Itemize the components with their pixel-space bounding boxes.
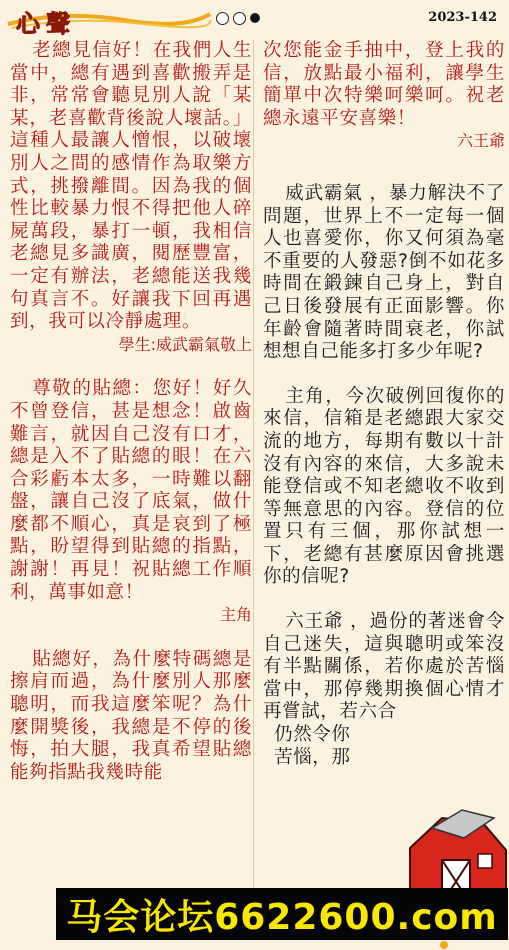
column-logo [4, 2, 214, 38]
page-header [0, 0, 509, 36]
reply-paragraph: 苦惱，那 [274, 746, 351, 768]
site-banner[interactable] [56, 888, 508, 940]
letter-paragraph: 貼總好，為什麼特碼總是擦肩而過，為什麼別人那麼聰明，而我這麼笨呢？為什麼開獎後，我總是不停的後悔，拍大腿，我真希望貼總能夠指點我幾時能 [10, 648, 252, 783]
flower-icon [434, 940, 454, 950]
letter-signature: 學生:威武霸氣敬上 [118, 334, 252, 354]
reply-paragraph: 仍然令你 [274, 724, 351, 746]
dot-icon [216, 12, 229, 25]
dot-icon [233, 12, 246, 25]
page-dots [216, 10, 260, 26]
dot-filled-icon [250, 13, 260, 23]
bottom-strip [0, 940, 509, 950]
letter-signature: 六王爺 [456, 131, 505, 151]
left-column [10, 40, 252, 784]
letter-signature: 主角 [219, 605, 252, 625]
right-column [263, 40, 505, 769]
banner-text[interactable]: 马会论坛6622600.com [66, 896, 498, 938]
reply-paragraph: 主角，今次破例回復你的來信，信箱是老總跟大家交流的地方，每期有數以十計沒有內容的來信，大多說未能登信或不知老總收不收到等無意思的內容。登信的位置只有三個，那你試想一下，老總有甚麼原因會挑選你的信呢? [263, 385, 505, 588]
issue-number: 2023-142 [428, 10, 497, 25]
logo-text: 心聲 [16, 9, 76, 38]
letter-paragraph: 老總見信好！在我們人生當中，總有遇到喜歡搬弄是非，常常會聽見別人說「某某，老喜歡背後說人壞話。」這種人最讓人憎恨，以破壞別人之間的感情作為取樂方式，挑撥離間。因為我的個性比較暴力恨不得把他人碎屍萬段，暴打一頓，我相信老總見多識廣，閱歷豐富，一定有辦法，老總能送我幾句真言不。好讓我下回再遇到，我可以冷靜處理。 [10, 40, 252, 333]
letter-paragraph: 次您能金手抽中，登上我的信，放點最小福利，讓學生簡單中次特樂呵樂呵。祝老總永遠平安喜樂！ [263, 40, 505, 129]
letter-paragraph: 尊敬的貼總：您好！好久不曾登信，甚是想念！啟齒難言，就因自己沒有口才，總是入不了貼總的眼！在六合彩虧本太多，一時難以翻盤，讓自己沒了底氣，做什麼都不順心，真是哀到了極點，盼望得到貼總的指點，謝謝！再見！祝貼總工作順利，萬事如意！ [10, 378, 252, 603]
reply-paragraph: 六王爺 ，過份的著迷會令自己迷失，這與聰明或笨沒有半點關係，若你處於苦惱當中，那停幾期換個心情才再嘗試，若六合 [263, 611, 505, 723]
column-divider [253, 40, 254, 890]
reply-paragraph: 威武霸氣 ，暴力解決不了問題，世界上不一定每一個人也喜愛你，你又何須為毫不重要的人發惡?倒不如花多時間在鍛鍊自己身上，對自己日後發展有正面影響。你年齡會隨著時間衰老，你試想想自己能多打多少年呢? [263, 182, 505, 363]
